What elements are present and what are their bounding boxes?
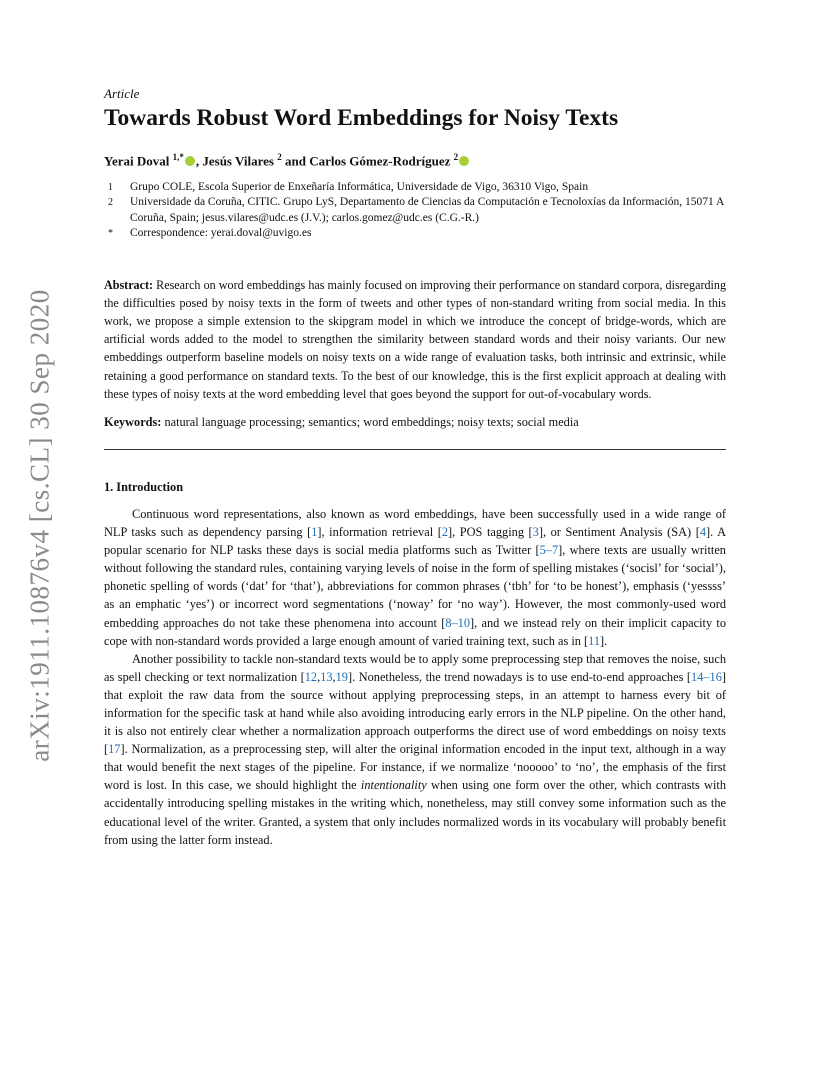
author-affiliation-mark: 2 xyxy=(453,152,459,163)
intro-paragraph-2 xyxy=(104,650,726,849)
text-run: ], POS tagging [ xyxy=(448,525,533,540)
author-name: Jesús Vilares xyxy=(202,153,274,169)
affiliations xyxy=(108,180,726,242)
orcid-icon[interactable] xyxy=(185,156,195,166)
citation-link[interactable]: 14–16 xyxy=(691,669,722,684)
arxiv-sidebar-stamp xyxy=(20,290,60,760)
citation-link[interactable]: 1 xyxy=(311,525,318,540)
section-heading-introduction: 1. Introduction xyxy=(104,479,184,494)
citation-link[interactable]: 11 xyxy=(588,633,601,648)
affiliation-item xyxy=(108,195,726,226)
text-run: , xyxy=(317,669,321,684)
author-name: Carlos Gómez-Rodríguez xyxy=(309,153,451,169)
citation-link[interactable]: 5–7 xyxy=(539,543,559,558)
citation-link[interactable]: 2 xyxy=(441,525,448,540)
text-run: when using one form over the other, which contrasts with accidentally introducing spelling mistakes in the writing which, nonetheless, may still convey some information such as the educational level of the writer. Granted, a system that only includes normalized words in its vocabulary will probably benefit from using the latter form instead. xyxy=(104,778,726,847)
text-run: ] that exploit the raw data from the source without applying preprocessing steps, in an attempt to harness every bit of information for the specific task at hand while also avoiding introducing early errors in the NLP pipeline. On the other hand, it is also not entirely clear whether a normalization approach outperforms the direct use of word embeddings on noisy texts [ xyxy=(104,669,726,757)
affiliation-item xyxy=(108,226,726,242)
citation-link[interactable]: 12 xyxy=(304,669,318,684)
affiliation-text: Universidade da Coruña, CITIC. Grupo LyS, Departamento de Ciencias da Computación e Tecnoloxías da Información, 15071 A Coruña, Spain; jesus.vilares@udc.es (J.V.); carlos.gomez@udc.es (C.G.-R.) xyxy=(130,196,724,224)
article-type: Article xyxy=(104,86,140,101)
paper-page xyxy=(104,86,726,849)
abstract-text: Research on word embeddings has mainly focused on improving their performance on standard corpora, disregarding the difficulties posed by noisy texts in the form of tweets and other types of non-standard writing from social media. In this work, we propose a simple extension to the skipgram model in which we introduce the concept of bridge-words, which are artificial words added to the model to strengthen the similarity between standard words and their noisy variants. Our new embeddings outperform baseline models on noisy texts on a wide range of evaluation tasks, both intrinsic and extrinsic, while retaining a good performance on standard texts. To the best of our knowledge, this is the first explicit approach at dealing with these types of noisy texts at the word embedding level that goes beyond the support for out-of-vocabulary words. xyxy=(104,277,726,401)
text-run: ]. A popular scenario for NLP tasks these days is social media platforms such as Twitter [ xyxy=(104,525,727,558)
affiliation-mark: * xyxy=(108,228,113,240)
text-run: ], information retrieval [ xyxy=(317,525,442,540)
citation-link[interactable]: 17 xyxy=(108,742,121,757)
arxiv-identifier: arXiv:1911.10876v4 [cs.CL] 30 Sep 2020 xyxy=(24,288,55,762)
citation-link[interactable]: 13 xyxy=(320,669,333,684)
author-affiliation-mark: 1,* xyxy=(172,152,184,163)
author-name: Yerai Doval xyxy=(104,153,170,169)
affiliation-item xyxy=(108,180,726,196)
abstract xyxy=(104,276,726,403)
text-run: ]. xyxy=(600,633,608,648)
citation-link[interactable]: 3 xyxy=(532,525,539,540)
keywords-label: Keywords: xyxy=(104,414,162,429)
author-list: Yerai Doval $^{1,*}$ , Jesús Vilares $^2$ and Carlos Gómez-Rodríguez $^2$ xyxy=(104,152,726,169)
author-affiliation-mark: 2 xyxy=(277,152,282,163)
text-run: Continuous word representations, also known as word embeddings, have been successfully used in a wide range of NLP tasks such as dependency parsing [ xyxy=(104,506,726,540)
text-run: , xyxy=(332,669,336,684)
text-run: Another possibility to tackle non-standard texts would be to apply some preprocessing step that removes the noise, such as spell checking or text normalization [ xyxy=(104,651,726,684)
section-divider xyxy=(104,449,726,450)
paper-title: Towards Robust Word Embeddings for Noisy Texts xyxy=(104,105,619,131)
citation-link[interactable]: 4 xyxy=(699,525,707,540)
keywords-text: natural language processing; semantics; word embeddings; noisy texts; social media xyxy=(164,414,579,429)
keywords xyxy=(104,413,726,431)
abstract-label: Abstract: xyxy=(104,277,154,292)
emphasized-term: intentionality xyxy=(360,778,427,793)
affiliation-mark: 2 xyxy=(108,197,113,209)
text-run: ], and we instead rely on their implicit capacity to cope with non-standard words provided a large enough amount of varied training text, such as in [ xyxy=(104,615,726,648)
intro-paragraph-1 xyxy=(104,505,726,650)
text-run: ]. Normalization, as a preprocessing step, will alter the original information encoded in the input text, although in a way that would benefit the next stages of the pipeline. For instance, if we normalize ‘nooooo’ to ‘no’, the emphasis of the first word is lost. In this case, we should highlight the xyxy=(104,742,726,793)
affiliation-mark: 1 xyxy=(108,181,113,193)
citation-link[interactable]: 19 xyxy=(335,669,348,684)
affiliation-text: Correspondence: yerai.doval@uvigo.es xyxy=(130,227,312,240)
text-run: ], where texts are usually written without following the standard rules, containing varying levels of noise in the form of spelling mistakes (‘socisl’ for ‘social’), phonetic spelling of words (‘dat’ for ‘that’), abbreviations for common phrases (‘tbh’ for ‘to be honest’), emphasis (‘yessss’ as an emphatic ‘yes’) or incorrect word segmentations (‘noway’ for ‘no way’). However, the most commonly-used word embedding approaches do not take these phenomena into account [ xyxy=(104,543,726,630)
citation-link[interactable]: 8–10 xyxy=(445,615,471,630)
text-run: ], or Sentiment Analysis (SA) [ xyxy=(538,525,700,540)
affiliation-text: Grupo COLE, Escola Superior de Enxeñaría Informática, Universidade de Vigo, 36310 Vigo, Spain xyxy=(130,180,589,193)
author-conjunction: and xyxy=(285,153,306,169)
text-run: ]. Nonetheless, the trend nowadays is to use end-to-end approaches [ xyxy=(347,669,692,684)
orcid-icon[interactable] xyxy=(459,156,469,166)
